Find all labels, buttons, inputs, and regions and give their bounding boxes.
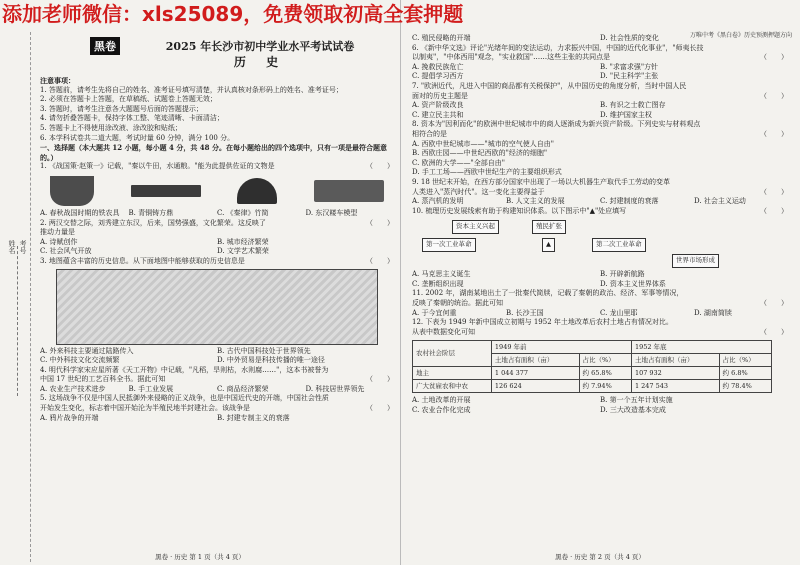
table-header-cell: 土地占有面积（亩） xyxy=(631,354,719,367)
table-header-cell: 1949 年前 xyxy=(491,341,631,354)
table-cell: 1 247 543 xyxy=(631,380,719,393)
question-10-options: A. 马克思主义诞生 B. 开辟新航路 xyxy=(412,270,645,279)
promo-banner: 添加老师微信：xls25089，免费领取初高全套押题 xyxy=(2,2,464,26)
question-12: 12. 下表为 1949 年新中国成立初期与 1952 年土地改革后农村土地占有情况对比。 xyxy=(412,318,673,327)
question-8-option: C. 欧洲的大学——"全部自由" xyxy=(412,158,505,167)
page-footer: 黑卷 · 历史 第 2 页（共 4 页） xyxy=(555,553,645,561)
question-4-cont: 中国 17 世纪的工艺百科全书。据此可知 （ ） xyxy=(40,375,394,384)
question-5: 5. 这场战争不仅是中国人民抵御外来侵略的正义战争，也是中国近代史的开端，中国社会性质 xyxy=(40,394,329,403)
question-10-options: C. 垄断组织出现 D. 资本主义世界体系 xyxy=(412,279,666,288)
note-item: 1. 答题前，请考生先将自己的姓名、准考证号填写清楚，并认真核对条形码上的姓名、准考证号； xyxy=(40,85,343,94)
question-7-options: C. 建立民主共和 D. 维护国家主权 xyxy=(412,110,652,119)
question-4-options: A. 农业生产技术进步 B. 手工业发展 C. 商品经济繁荣 D. 科技居世界领先 xyxy=(40,384,365,393)
table-header-cell: 占比（%） xyxy=(579,354,631,367)
exam-subject: 历 史 xyxy=(233,55,287,69)
question-8-option: A. 西欧中世纪城市——"城市的空气使人自由" xyxy=(412,139,554,148)
question-12-cont: 从表中数据变化可知 （ ） xyxy=(412,327,788,336)
question-6-options: C. 提倡学习西方 D. "民主科学"主张 xyxy=(412,72,659,81)
table-cell: 126 624 xyxy=(491,380,579,393)
table-cell: 约 65.8% xyxy=(579,367,631,380)
artifact-image xyxy=(50,176,94,206)
margin-labels xyxy=(6,240,28,430)
question-5-cont: 开始发生变化，标志着中国开始沦为半殖民地半封建社会。该战争是 （ ） xyxy=(40,404,394,413)
table-header-cell: 占比（%） xyxy=(719,354,771,367)
question-2-options: C. 社会风气开放 D. 文学艺术繁荣 xyxy=(40,247,269,256)
note-item: 3. 答题时，请考生注意各大题题号后面的答题提示； xyxy=(40,104,203,113)
diagram-node: 资本主义兴起 xyxy=(452,220,499,234)
table-header-row xyxy=(413,341,772,354)
artifact-image xyxy=(237,178,277,204)
question-3: 3. 地图蕴含丰富的历史信息。从下面地图中能够获取的历史信息是 （ ） xyxy=(40,256,394,265)
question-9-options: A. 蒸汽机的发明 B. 人文主义的发展 C. 封建制度的衰落 D. 社会主义运动 xyxy=(412,197,746,206)
question-3-map xyxy=(56,269,378,345)
binding-line xyxy=(30,32,32,562)
diagram-node: 第二次工业革命 xyxy=(592,238,646,252)
question-7-cont: 面对的历史主题是 （ ） xyxy=(412,91,788,100)
exam-title: 2025 年长沙市初中学业水平考试试卷 xyxy=(165,40,355,53)
table-cell: 地主 xyxy=(413,367,492,380)
table-cell: 1 044 377 xyxy=(491,367,579,380)
question-1-options: A. 春秋战国时期的铁农具 B. 青铜铸方鼎 C. 《秦律》竹简 D. 东汉耧车模型 xyxy=(40,208,358,217)
diagram-node: 殖民扩张 xyxy=(532,220,566,234)
question-3-options: C. 中外科技文化交流频繁 D. 中外贸易是科技传播的唯一途径 xyxy=(40,356,325,365)
question-2: 2. 两汉交替之际，刘秀建立东汉，后来，国势强盛，文化繁荣。这反映了 （ ） xyxy=(40,218,394,227)
margin-line xyxy=(17,246,18,396)
question-8-option: D. 手工工场——西欧中世纪生产的主要组织形式 xyxy=(412,168,562,177)
exam-page-right xyxy=(400,0,800,565)
question-1: 1. 《战国策·赵策一》记载，"秦以牛田，水通粮。"能为此提供佐证的文物是 （ ） xyxy=(40,162,394,171)
exam-badge: 黑卷 xyxy=(90,37,120,55)
question-10: 10. 梳理历史发展线索有助于构建知识体系。以下图示中"▲"处应填写 （ ） xyxy=(412,206,788,215)
note-item: 4. 请勿折叠答题卡，保持字体工整、笔迹清晰、卡面清洁； xyxy=(40,114,224,123)
question-2-cont: 推动力量是 xyxy=(40,228,75,237)
notes-heading: 注意事项： xyxy=(40,76,75,85)
section-heading: 一、选择题（本大题共 12 小题，每小题 4 分，共 48 分。在每小题给出的四个选项中，只有一项是最符合题意的。） xyxy=(40,143,387,162)
question-8: 8. 资本为"因利而化"的欧洲中世纪城市中的商人逐渐成为新兴资产阶级。下列史实与材料观点 xyxy=(412,120,701,129)
question-5-options: A. 鸦片战争的开端 B. 封建专制主义的衰落 xyxy=(40,413,290,422)
note-item: 6. 本学科试卷共二道大题，考试时量 60 分钟，满分 100 分。 xyxy=(40,133,235,142)
table-cell: 107 932 xyxy=(631,367,719,380)
table-row xyxy=(413,380,772,393)
question-7: 7. "欧洲近代，凡进入中国的商品都有关税保护"，从中国历史的角度分析，当时中国人民 xyxy=(412,81,687,90)
question-10-diagram xyxy=(422,218,778,268)
question-2-options: A. 诗赋创作 B. 城市经济繁荣 xyxy=(40,237,269,246)
question-12-options: A. 土地改革的开展 B. 第一个五年计划实施 xyxy=(412,396,673,405)
question-11-cont: 反映了秦朝的统治。据此可知 （ ） xyxy=(412,299,788,308)
diagram-node: 第一次工业革命 xyxy=(422,238,476,252)
question-9-cont: 人类进入"蒸汽时代"。这一变化主要得益于 （ ） xyxy=(412,187,788,196)
artifact-image xyxy=(314,180,384,202)
table-row xyxy=(413,367,772,380)
table-header-cell: 1952 年底 xyxy=(631,341,771,354)
table-header-cell: 土地占有面积（亩） xyxy=(491,354,579,367)
artifact-image xyxy=(131,185,201,197)
question-11: 11. 2002 年，湖南某地出土了一批秦代简牍，记载了秦朝的政治、经济、军事等情况， xyxy=(412,289,684,298)
question-7-options: A. 资产阶级改良 B. 有识之士救亡图存 xyxy=(412,101,666,110)
question-8-option: B. 西欧庄园——中世纪西欧的"经济的细胞" xyxy=(412,149,548,158)
note-item: 5. 答题卡上不得使用涂改液、涂改胶和贴纸； xyxy=(40,123,182,132)
table-cell: 广大贫雇农和中农 xyxy=(413,380,492,393)
right-column xyxy=(412,34,788,416)
margin-label-id: 考号 xyxy=(19,240,27,254)
question-3-options: A. 外来科技主要通过陆路传入 B. 古代中国科技处于世界领先 xyxy=(40,346,311,355)
diagram-node-blank: ▲ xyxy=(542,238,555,252)
margin-label-name: 姓名 xyxy=(8,240,16,254)
question-5-options: C. 殖民侵略的开端 D. 社会性质的变化 xyxy=(412,34,659,42)
table-cell: 约 7.94% xyxy=(579,380,631,393)
question-12-table xyxy=(412,340,772,393)
question-8-cont: 相符合的是 （ ） xyxy=(412,129,788,138)
left-column xyxy=(40,76,394,423)
table-cell: 约 78.4% xyxy=(719,380,771,393)
table-header-cell: 农村社会阶层 xyxy=(413,341,492,367)
question-6-cont: 以制夷"，"中体西用"观念，"实业救国"……这些主张的共同点是 （ ） xyxy=(412,53,788,62)
page-footer: 黑卷 · 历史 第 1 页（共 4 页） xyxy=(155,553,245,561)
question-4: 4. 明代科学家宋应星所著《天工开物》中记载，"凡稻，旱则枯，水则腐……"，这本书被誉为 xyxy=(40,365,329,374)
note-item: 2. 必须在答题卡上答题，在草稿纸、试题卷上答题无效； xyxy=(40,95,217,104)
question-11-options: A. 于今宜何重 B. 长沙王国 C. 龙山里耶 D. 湖南简牍 xyxy=(412,308,732,317)
diagram-node: 世界市场形成 xyxy=(672,254,719,268)
table-cell: 约 6.8% xyxy=(719,367,771,380)
question-6: 6. 《新中华文选》评论"光绪年间的变法运动，力求振兴中国，中国的近代化事业"，"师夷长技 xyxy=(412,43,704,52)
question-1-artifacts xyxy=(50,174,384,208)
question-9: 9. 18 世纪末开始，在西方部分国家中出现了一场以大机器生产取代手工劳动的变革 xyxy=(412,177,671,186)
question-6-options: A. 挽救民族危亡 B. "求富求强"方针 xyxy=(412,62,659,71)
question-12-options: C. 农业合作化完成 D. 三大改造基本完成 xyxy=(412,406,666,415)
running-header: 万唯中考《黑白卷》历史预测押题方向 xyxy=(689,32,792,39)
